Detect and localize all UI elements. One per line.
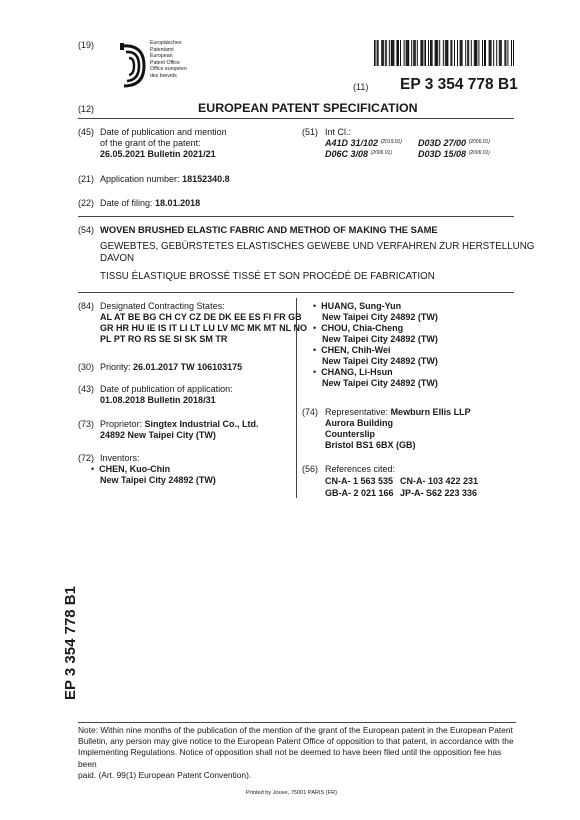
barcode	[374, 40, 514, 66]
barcode-bar	[391, 40, 393, 66]
ipc-classification-2: D03D 27/00 $^{(2006.01)}$ D03D 15/08 $^{(2006.01)}$	[418, 138, 490, 159]
inid-45: (45)	[78, 127, 95, 137]
barcode-bar	[471, 40, 472, 66]
barcode-bar	[428, 40, 429, 66]
barcode-bar	[382, 40, 383, 66]
barcode-bar	[381, 40, 382, 66]
barcode-bar	[437, 40, 438, 66]
reference-4: JP-A- S62 223 336	[400, 488, 478, 498]
inid-12: (12)	[78, 104, 95, 114]
reference-1: CN-A- 1 563 535	[325, 476, 394, 486]
barcode-bar	[413, 40, 415, 66]
inid-43: (43)	[78, 384, 95, 394]
barcode-bar	[415, 40, 416, 66]
int-cl-label: Int Cl.:	[325, 127, 352, 137]
barcode-bar	[475, 40, 477, 66]
barcode-bar	[465, 40, 466, 66]
barcode-bar	[484, 40, 485, 66]
barcode-bar	[404, 40, 405, 66]
barcode-bar	[422, 40, 423, 66]
inid-73: (73)	[78, 419, 95, 429]
barcode-bar	[451, 40, 452, 66]
barcode-bar	[461, 40, 462, 66]
inventor-list: • HUANG, Sung-Yun New Taipei City 24892 (TW) • CHOU, Chia-Cheng New Taipei City 24892 (TW) • CHEN, Chih-Wei New Taipei City 24892 (TW) • CHANG, Li-Hsun New Taipei City 24892 (TW)	[313, 301, 438, 388]
barcode-bar	[436, 40, 438, 66]
inid-72: (72)	[78, 453, 95, 463]
publication-number: EP 3 354 778 B1	[400, 76, 518, 93]
application-publication: Date of publication of application: 01.08.2018 Bulletin 2018/31	[100, 384, 233, 405]
barcode-bar	[499, 40, 500, 66]
barcode-bar	[432, 40, 433, 66]
designated-states: Designated Contracting States: AL AT BE BG CH CY CZ DE DK EE ES FI FR GB GR HR HU IE IS IT LI LT LU LV MC MK MT NL NO PL PT RO RS SE SI SK SM TR	[100, 301, 307, 344]
inid-84: (84)	[78, 301, 95, 311]
barcode-bar	[447, 40, 449, 66]
barcode-bar	[454, 40, 455, 66]
barcode-bar	[406, 40, 407, 66]
barcode-bar	[490, 40, 491, 66]
barcode-bar	[478, 40, 479, 66]
inid-21: (21)	[78, 174, 95, 184]
grant-date-block: Date of publication and mention of the grant of the patent: 26.05.2021 Bulletin 2021/21	[100, 127, 227, 159]
barcode-bar	[389, 40, 390, 66]
inid-54: (54)	[78, 225, 95, 235]
filing-date: Date of filing: 18.01.2018	[100, 198, 201, 208]
side-publication-number: EP 3 354 778 B1	[62, 586, 79, 700]
barcode-bar	[430, 40, 432, 66]
barcode-bar	[385, 40, 387, 66]
barcode-bar	[468, 40, 469, 66]
title-de: GEWEBTES, GEBÜRSTETES ELASTISCHES GEWEBE UND VERFAHREN ZUR HERSTELLUNG DAVON	[100, 241, 535, 264]
barcode-bar	[377, 40, 378, 66]
barcode-bar	[408, 40, 410, 66]
barcode-bar	[457, 40, 458, 66]
inventor-entry: • CHEN, Kuo-Chin New Taipei City 24892 (TW)	[91, 464, 216, 485]
barcode-bar	[424, 40, 426, 66]
barcode-bar	[383, 40, 384, 66]
barcode-bar	[462, 40, 463, 66]
inid-51: (51)	[302, 127, 319, 137]
barcode-bar	[500, 40, 501, 66]
barcode-bar	[393, 40, 394, 66]
inid-19: (19)	[78, 40, 95, 50]
reference-2: CN-A- 103 422 231	[400, 476, 479, 486]
title-fr: TISSU ÉLASTIQUE BROSSÉ TISSÉ ET SON PROCÉDÉ DE FABRICATION	[100, 271, 435, 282]
barcode-bar	[501, 40, 502, 66]
barcode-bar	[400, 40, 401, 66]
barcode-bar	[445, 40, 446, 66]
office-name: Europäisches Patentamt European Patent Office Office européen des brevets	[150, 40, 187, 79]
barcode-bar	[511, 40, 512, 66]
barcode-bar	[392, 40, 393, 66]
representative: Representative: Mewburn Ellis LLP Aurora Building Counterslip Bristol BS1 6BX (GB)	[325, 407, 471, 450]
application-number: Application number: 18152340.8	[100, 174, 230, 184]
barcode-bar	[398, 40, 399, 66]
barcode-bar	[411, 40, 412, 66]
barcode-bar	[496, 40, 497, 66]
opposition-note: Note: Within nine months of the publication of the mention of the grant of the European patent in the European Patent Bulletin, any person may give notice to the European Patent Office of opposition to that patent, in accordance with the Implementing Regulations. Notice of opposition shall not be deemed to have been filed until the opposition fee has been paid. (Art. 99(1) European Patent Convention).	[78, 725, 514, 780]
barcode-bar	[420, 40, 421, 66]
barcode-bar	[460, 40, 461, 66]
references-label: References cited:	[325, 464, 396, 474]
barcode-bar	[474, 40, 475, 66]
barcode-bar	[407, 40, 408, 66]
ipc-classification: A41D 31/102 $^{(2019.01)}$ D06C 3/08 $^{(2006.01)}$	[325, 138, 402, 159]
barcode-bar	[467, 40, 468, 66]
title-en: WOVEN BRUSHED ELASTIC FABRIC AND METHOD OF MAKING THE SAME	[100, 224, 438, 235]
barcode-bar	[485, 40, 486, 66]
barcode-bar	[396, 40, 398, 66]
barcode-bar	[491, 40, 492, 66]
document-type: EUROPEAN PATENT SPECIFICATION	[198, 101, 418, 115]
barcode-bar	[489, 40, 490, 66]
barcode-bar	[374, 40, 376, 66]
priority: Priority: 26.01.2017 TW 106103175	[100, 362, 243, 372]
divider	[78, 118, 514, 119]
inid-74: (74)	[302, 407, 319, 417]
barcode-bar	[476, 40, 477, 66]
barcode-bar	[505, 40, 506, 66]
epo-logo-icon	[118, 38, 148, 90]
printer-line: Printed by Jouve, 75001 PARIS (FR)	[246, 790, 337, 796]
barcode-bar	[513, 40, 514, 66]
barcode-bar	[435, 40, 436, 66]
proprietor: Proprietor: Singtex Industrial Co., Ltd. 24892 New Taipei City (TW)	[100, 419, 259, 440]
barcode-bar	[443, 40, 444, 66]
inid-30: (30)	[78, 362, 95, 372]
divider	[78, 216, 514, 217]
barcode-bar	[421, 40, 422, 66]
barcode-bar	[482, 40, 483, 66]
inid-11: (11)	[353, 82, 369, 92]
divider	[78, 292, 514, 293]
barcode-bar	[507, 40, 508, 66]
barcode-bar	[439, 40, 440, 66]
barcode-bar	[450, 40, 451, 66]
barcode-bar	[378, 40, 379, 66]
barcode-bar	[446, 40, 447, 66]
divider	[78, 722, 516, 723]
barcode-bar	[493, 40, 494, 66]
reference-3: GB-A- 2 021 166	[325, 488, 394, 498]
inid-22: (22)	[78, 198, 95, 208]
barcode-bar	[417, 40, 418, 66]
inid-56: (56)	[302, 464, 319, 474]
inventors-label: Inventors:	[100, 453, 140, 463]
barcode-bar	[504, 40, 505, 66]
